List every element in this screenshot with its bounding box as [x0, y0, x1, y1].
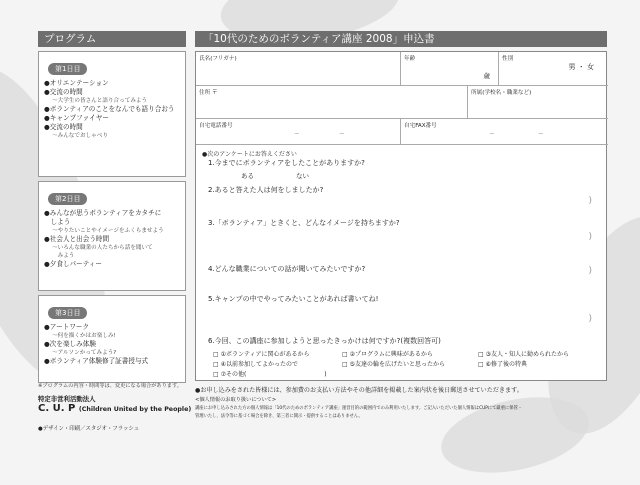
fax-label: 自宅FAX番号: [404, 123, 437, 129]
program-subitem: ～いろんな職業の人たちから話を聞いて: [52, 245, 153, 251]
program-item: ●アートワーク: [44, 323, 90, 331]
org-label: 特定非営利活動法人: [38, 395, 96, 403]
fax-field[interactable]: [401, 119, 608, 145]
q6-option-6[interactable]: □ ⑥修了後の特典: [478, 361, 527, 368]
program-title: プログラム: [38, 31, 186, 47]
day1-badge: 第1日目: [48, 63, 87, 75]
application-form: [195, 31, 607, 381]
phone-field[interactable]: [196, 119, 401, 145]
form-title: 「10代のためのボランティア講座 2008」申込書: [195, 31, 607, 47]
program-item: ●キャンプファイヤー: [44, 114, 109, 122]
fax-dash-2: －: [538, 132, 544, 138]
gender-field[interactable]: [499, 52, 608, 86]
q6-option-4[interactable]: □ ④以前参加してよかったので: [213, 361, 298, 368]
gender-label: 性別: [502, 56, 514, 62]
q6-option-5[interactable]: □ ⑤友達の輪を広げたいと思ったから: [342, 361, 445, 368]
fax-dash-1: －: [489, 132, 495, 138]
day3-badge: 第3日目: [48, 307, 87, 319]
program-subitem: みよう: [52, 253, 75, 259]
program-item: ●ボランティア体験修了証書授与式: [44, 357, 149, 365]
org-name-full: (Children United by the People): [78, 406, 192, 413]
answer-bracket-2[interactable]: ): [588, 196, 592, 206]
school-label: 所属(学校名・職業など): [471, 90, 532, 96]
question-4: 4.どんな職業についての話が聞いてみたいですか?: [208, 265, 366, 273]
survey-intro: ●次のアンケートにお答えください: [202, 151, 297, 158]
age-field[interactable]: [401, 52, 499, 86]
program-item: ●交流の時間: [44, 123, 83, 131]
day1-box: [38, 51, 186, 177]
program-item: しよう: [44, 218, 71, 226]
program-note: ※プログラムの内容・時間等は、変更になる場合があります。: [38, 383, 182, 389]
q1-option-no[interactable]: ない: [296, 172, 309, 180]
privacy-title: <個人情報のお取り扱いについて>: [195, 397, 277, 403]
program-item: ●次を楽しみ体験: [44, 340, 96, 348]
day2-badge: 第2日目: [48, 193, 87, 205]
privacy-text-2: 管理いたし、法令等に基づく場合を除き、第三者に開示・提供することはありません。: [195, 414, 363, 419]
answer-bracket-5[interactable]: ): [588, 314, 592, 324]
program-subitem: ～何を描くかはお楽しみ!: [52, 333, 116, 339]
privacy-text-1: 講座にお申し込みされた方の個人情報は「10代のためのボランティア講座」運営目的の範囲内でのみ利用いたします。ご記入いただいた個人情報はCUPにて厳重に保管・: [195, 406, 523, 411]
program-panel: [38, 31, 186, 383]
answer-bracket-4[interactable]: ): [588, 266, 592, 276]
school-field[interactable]: [468, 86, 608, 119]
day3-box: [38, 295, 186, 383]
program-item: ●社会人と出会う時間: [44, 235, 110, 243]
question-3: 3.「ボランティア」ときくと、どんなイメージを持ちますか?: [208, 219, 400, 227]
program-subitem: ～アルソンかってみよう?: [52, 350, 117, 356]
program-item: ●オリエンテーション: [44, 79, 109, 87]
gender-options: 男 ・ 女: [568, 63, 594, 71]
q6-option-1[interactable]: □ ①ボランティアに関心があるから: [213, 351, 310, 358]
answer-bracket-3[interactable]: ): [588, 232, 592, 242]
q1-option-yes[interactable]: ある: [241, 172, 254, 180]
program-subitem: ～みんなでおしゃべり: [52, 133, 108, 139]
name-field[interactable]: [196, 52, 401, 86]
footer-note: ●お申し込みをされた皆様には、参加費のお支払い方法やその他詳細を掲載した案内状を後日郵送させていただきます。: [195, 387, 523, 394]
q6-option-2[interactable]: □ ②プログラムに興味があるから: [342, 351, 433, 358]
age-unit: 歳: [483, 72, 490, 80]
question-6: 6.今回、この講座に参加しようと思ったきっかけは何ですか?(複数回答可): [208, 337, 441, 345]
program-subitem: ～大学生の皆さんと語り合ってみよう: [52, 98, 148, 104]
phone-label: 自宅電話番号: [199, 123, 233, 129]
name-label: 氏名(フリガナ): [199, 56, 237, 62]
question-1: 1.今までにボランティアをしたことがありますか?: [208, 159, 365, 167]
program-item: ●交流の時間: [44, 88, 83, 96]
address-label: 住所 〒: [199, 90, 218, 96]
question-5: 5.キャンプの中でやってみたいことがあれば書いてね!: [208, 295, 379, 303]
phone-dash-1: －: [294, 132, 300, 138]
program-subitem: ～やりたいことやイメージをふくらませよう: [52, 228, 164, 234]
question-2: 2.あると答えた人は何をしましたか?: [208, 186, 324, 194]
program-item: ●ボランティアのことをなんでも語り合おう: [44, 105, 175, 113]
age-label: 年齢: [404, 56, 416, 62]
q6-option-7[interactable]: □ ⑦その他( ): [213, 371, 327, 378]
program-item: ●みんなが思うボランティアをカタチに: [44, 209, 162, 217]
form-body: [195, 51, 607, 381]
org-name-short: C. U. P: [38, 403, 76, 414]
phone-dash-2: －: [339, 132, 345, 138]
program-item: ●夕食しパーティー: [44, 260, 102, 268]
address-field[interactable]: [196, 86, 468, 119]
q6-option-3[interactable]: □ ③友人・知人に勧められたから: [478, 351, 569, 358]
design-credit: ●デザイン・印刷／スタジオ・フラッシュ: [38, 426, 140, 432]
day2-box: [38, 181, 186, 291]
org-name: [38, 403, 191, 414]
